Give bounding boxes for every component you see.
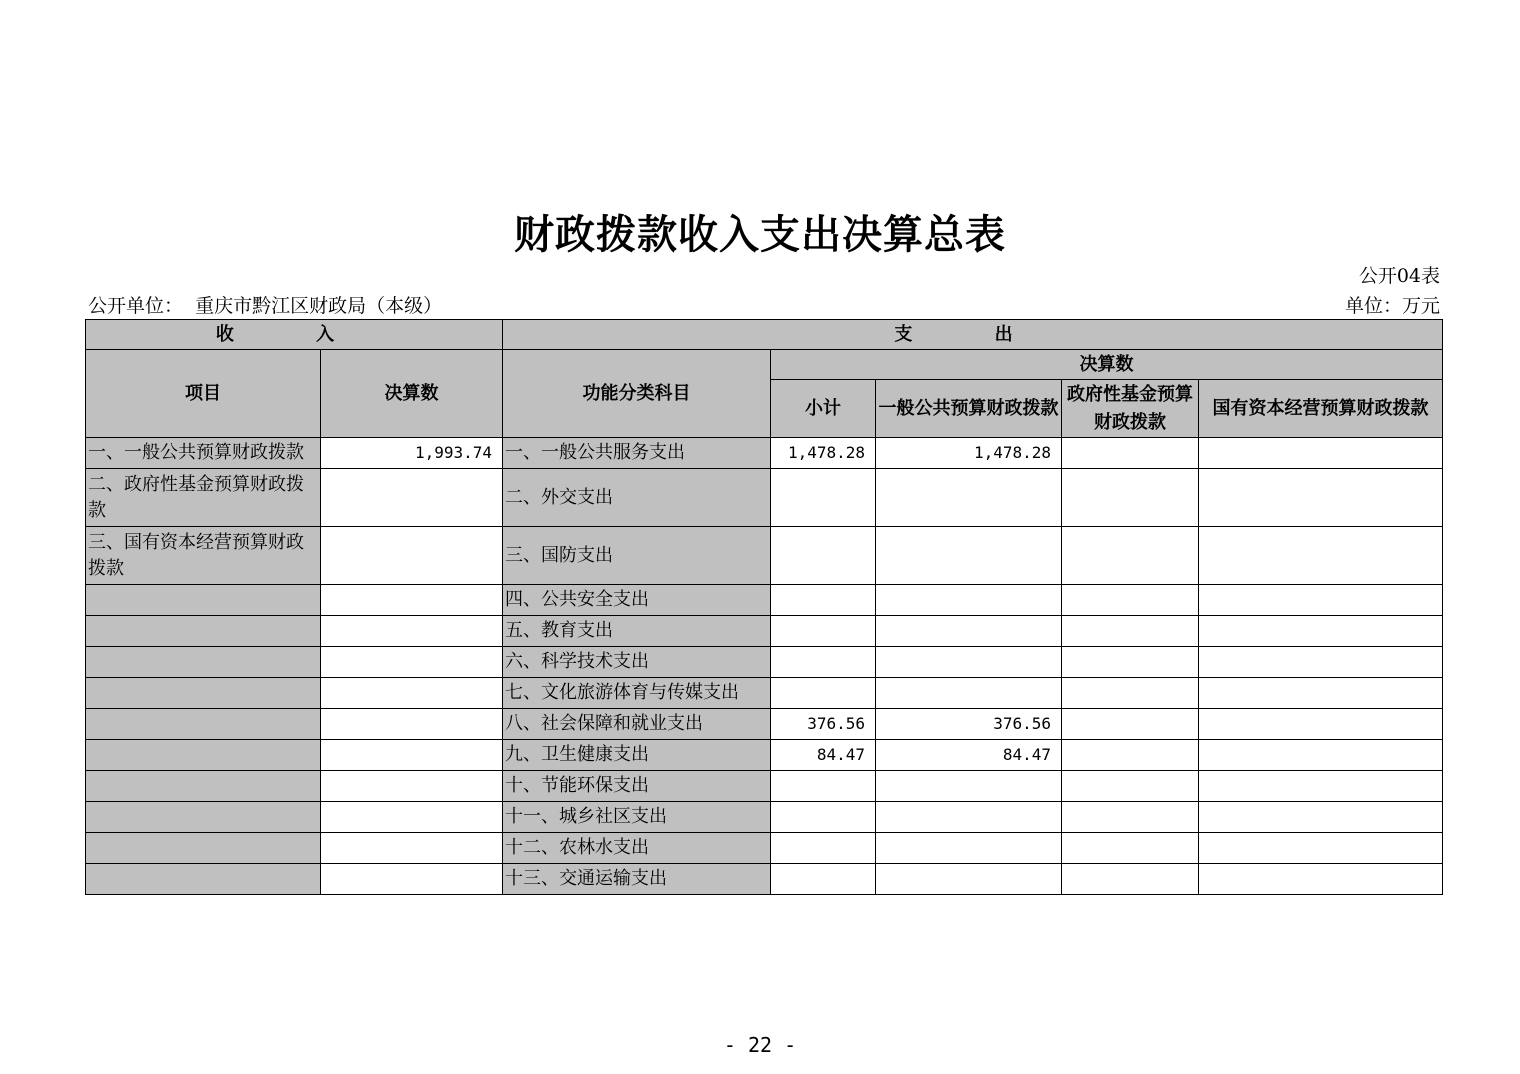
state-capital-cell: [1199, 740, 1443, 771]
state-capital-cell: [1199, 709, 1443, 740]
income-item-cell: [86, 585, 321, 616]
function-class-cell: 五、教育支出: [503, 616, 771, 647]
fund-budget-cell: [1062, 527, 1199, 585]
general-budget-cell: [876, 833, 1062, 864]
function-class-cell: 一、一般公共服务支出: [503, 438, 771, 469]
table-row: [86, 771, 1443, 802]
fund-budget-cell: [1062, 771, 1199, 802]
table-row: [86, 864, 1443, 895]
fund-budget-cell: [1062, 740, 1199, 771]
subtotal-cell: 84.47: [771, 740, 876, 771]
function-class-column-header: 功能分类科目: [503, 350, 771, 438]
function-class-cell: 十三、交通运输支出: [503, 864, 771, 895]
function-class-cell: 四、公共安全支出: [503, 585, 771, 616]
subtotal-cell: [771, 771, 876, 802]
income-item-cell: [86, 802, 321, 833]
state-capital-cell: [1199, 833, 1443, 864]
fund-budget-cell: [1062, 864, 1199, 895]
state-capital-cell: [1199, 469, 1443, 527]
function-class-cell: 十一、城乡社区支出: [503, 802, 771, 833]
general-budget-cell: 84.47: [876, 740, 1062, 771]
subtotal-cell: [771, 585, 876, 616]
income-amount-cell: [321, 771, 503, 802]
subtotal-cell: [771, 647, 876, 678]
item-column-header: 项目: [86, 350, 321, 438]
table-row: [86, 585, 1443, 616]
income-amount-cell: [321, 647, 503, 678]
fund-budget-cell: [1062, 647, 1199, 678]
state-capital-cell: [1199, 616, 1443, 647]
income-item-cell: [86, 771, 321, 802]
general-budget-column-header: 一般公共预算财政拨款: [876, 380, 1062, 438]
final-amount-group-header: 决算数: [771, 350, 1443, 380]
income-amount-cell: [321, 469, 503, 527]
function-class-cell: 三、国防支出: [503, 527, 771, 585]
currency-unit: 单位：万元: [1344, 295, 1440, 317]
budget-summary-table: [85, 319, 1443, 895]
income-amount-cell: 1,993.74: [321, 438, 503, 469]
general-budget-cell: [876, 616, 1062, 647]
general-budget-cell: [876, 678, 1062, 709]
fund-budget-cell: [1062, 585, 1199, 616]
subtotal-cell: [771, 833, 876, 864]
reporting-unit: 公开单位： 重庆市黔江区财政局（本级）: [88, 295, 443, 317]
general-budget-cell: [876, 864, 1062, 895]
state-capital-cell: [1199, 438, 1443, 469]
state-capital-cell: [1199, 647, 1443, 678]
function-class-cell: 七、文化旅游体育与传媒支出: [503, 678, 771, 709]
general-budget-cell: [876, 527, 1062, 585]
income-amount-cell: [321, 616, 503, 647]
income-item-cell: [86, 709, 321, 740]
function-class-cell: 十二、农林水支出: [503, 833, 771, 864]
income-header: 收 入: [86, 320, 503, 350]
table-row: [86, 678, 1443, 709]
income-amount-cell: [321, 585, 503, 616]
fund-budget-cell: [1062, 802, 1199, 833]
income-amount-cell: [321, 709, 503, 740]
income-amount-cell: [321, 740, 503, 771]
table-row: [86, 527, 1443, 585]
income-item-cell: [86, 740, 321, 771]
fund-budget-cell: [1062, 616, 1199, 647]
income-item-cell: [86, 833, 321, 864]
income-amount-cell: [321, 802, 503, 833]
fund-budget-cell: [1062, 678, 1199, 709]
table-row: [86, 616, 1443, 647]
function-class-cell: 八、社会保障和就业支出: [503, 709, 771, 740]
amount-column-header: 决算数: [321, 350, 503, 438]
general-budget-cell: [876, 585, 1062, 616]
income-item-cell: 二、政府性基金预算财政拨款: [86, 469, 321, 527]
state-capital-cell: [1199, 864, 1443, 895]
income-item-cell: [86, 678, 321, 709]
table-row: [86, 740, 1443, 771]
income-item-cell: [86, 647, 321, 678]
function-class-cell: 二、外交支出: [503, 469, 771, 527]
income-amount-cell: [321, 678, 503, 709]
table-row: [86, 438, 1443, 469]
form-number: 公开04表: [1358, 265, 1440, 287]
subtotal-cell: [771, 678, 876, 709]
income-amount-cell: [321, 527, 503, 585]
state-capital-cell: [1199, 678, 1443, 709]
income-item-cell: [86, 616, 321, 647]
general-budget-cell: [876, 647, 1062, 678]
income-item-cell: 一、一般公共预算财政拨款: [86, 438, 321, 469]
subtotal-cell: [771, 616, 876, 647]
state-capital-cell: [1199, 771, 1443, 802]
subtotal-cell: 376.56: [771, 709, 876, 740]
fund-budget-cell: [1062, 833, 1199, 864]
state-capital-cell: [1199, 802, 1443, 833]
table-row: [86, 709, 1443, 740]
subtotal-cell: [771, 864, 876, 895]
fund-budget-cell: [1062, 469, 1199, 527]
income-item-cell: [86, 864, 321, 895]
income-amount-cell: [321, 864, 503, 895]
subtotal-cell: [771, 469, 876, 527]
fund-budget-cell: [1062, 709, 1199, 740]
state-capital-cell: [1199, 527, 1443, 585]
function-class-cell: 六、科学技术支出: [503, 647, 771, 678]
expense-header: 支 出: [503, 320, 1443, 350]
page-title: 财政拨款收入支出决算总表: [514, 211, 1006, 258]
subtotal-column-header: 小计: [771, 380, 876, 438]
table-row: [86, 802, 1443, 833]
state-capital-column-header: 国有资本经营预算财政拨款: [1199, 380, 1443, 438]
function-class-cell: 十、节能环保支出: [503, 771, 771, 802]
income-amount-cell: [321, 833, 503, 864]
general-budget-cell: [876, 469, 1062, 527]
fund-budget-column-header: 政府性基金预算财政拨款: [1062, 380, 1199, 438]
subtotal-cell: [771, 802, 876, 833]
table-row: [86, 647, 1443, 678]
state-capital-cell: [1199, 585, 1443, 616]
function-class-cell: 九、卫生健康支出: [503, 740, 771, 771]
fund-budget-cell: [1062, 438, 1199, 469]
general-budget-cell: 1,478.28: [876, 438, 1062, 469]
table-row: [86, 833, 1443, 864]
subtotal-cell: 1,478.28: [771, 438, 876, 469]
general-budget-cell: [876, 802, 1062, 833]
income-item-cell: 三、国有资本经营预算财政拨款: [86, 527, 321, 585]
subtotal-cell: [771, 527, 876, 585]
general-budget-cell: [876, 771, 1062, 802]
table-row: [86, 469, 1443, 527]
page-number: - 22 -: [723, 1033, 797, 1057]
general-budget-cell: 376.56: [876, 709, 1062, 740]
